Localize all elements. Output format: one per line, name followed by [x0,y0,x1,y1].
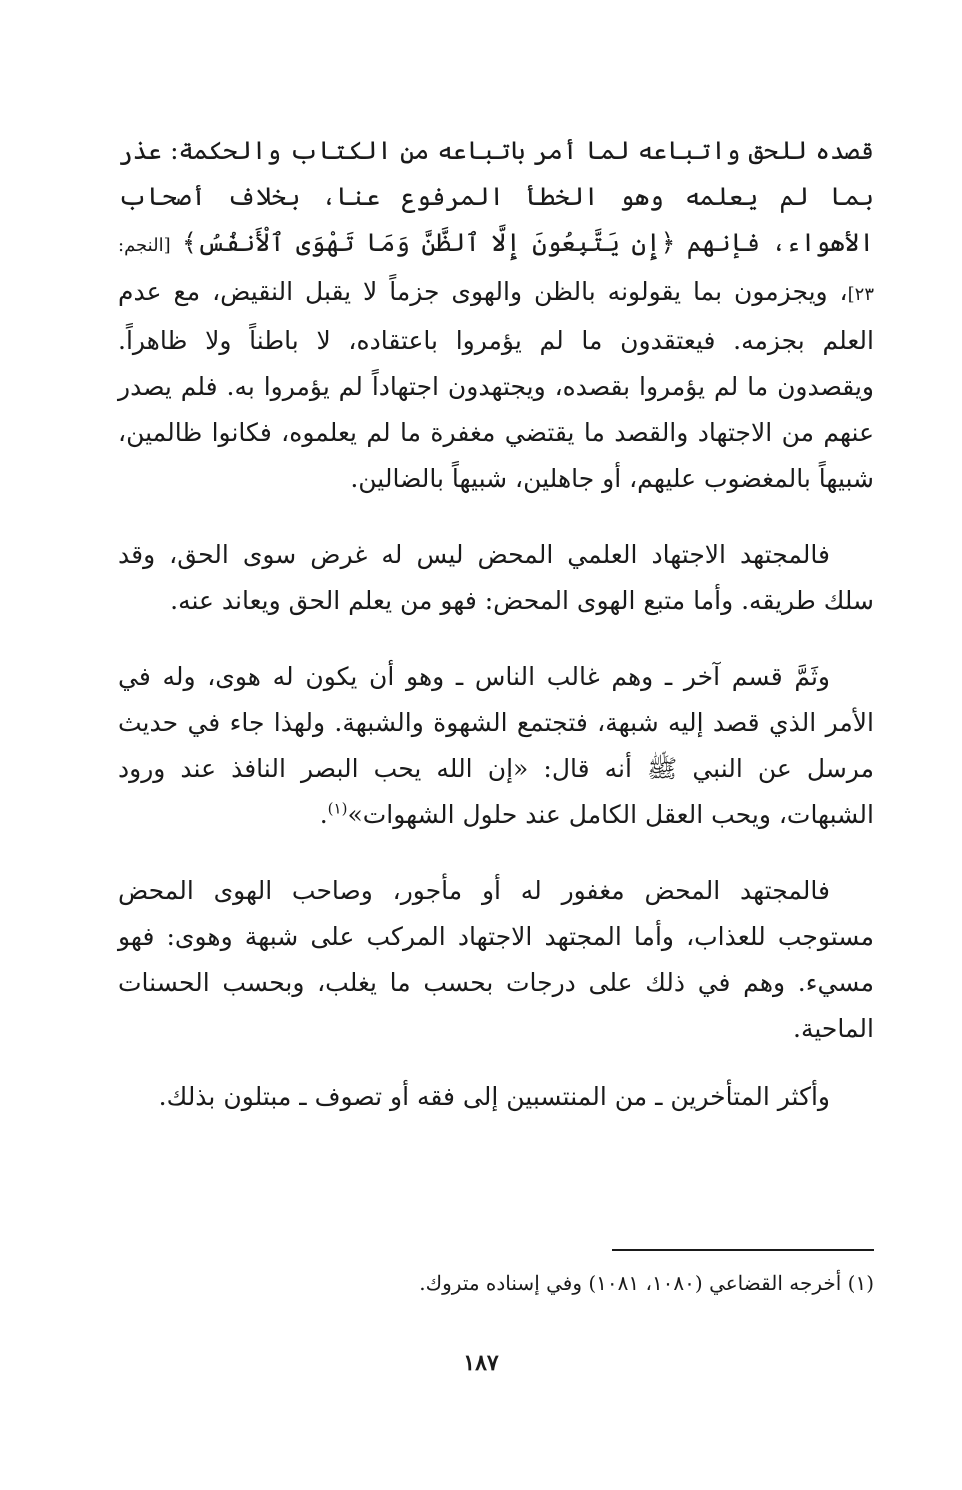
paragraph-1-text: قصده للحق واتباعه لما أمر باتباعه من الكتاب والحكمة: عذر بما لم يعلمه وهو الخطأ المرفوع عنا، بخلاف أصحاب الأهواء، فإنهم [118,136,874,257]
paragraph-1 [118,128,874,502]
footnote-divider [612,1249,874,1251]
paragraph-3-end: . [319,800,328,829]
page-number: ١٨٧ [463,1350,499,1376]
quran-citation: [النجم: ٢٣] [118,235,874,305]
page-body [118,128,874,1120]
paragraph-1-continuation: ، ويجزمون بما يقولونه بالظن والهوى جزماً لا يقبل النقيض، مع عدم العلم بجزمه. فيعتقدون ما لم يؤمروا باعتقاده، لا باطناً ولا ظاهراً. ويقصدون ما لم يؤمروا بقصده، ويجتهدون اجتهاداً لم يؤمروا به. فلم يصدر عنهم من الاجتهاد والقصد ما يقتضي مغفرة ما لم يعلموه، فكانوا ظالمين، شبيهاً بالمغضوب عليهم، أو جاهلين، شبيهاً بالضالين. [118,277,874,493]
footnote-text: (١) أخرجه القضاعي (١٠٨٠، ١٠٨١) وفي إسناده متروك. [419,1271,874,1295]
quran-verse: ﴿إِن يَتَّبِعُونَ إِلَّا ٱلظَّنَّ وَمَا تَهْوَى ٱلْأَنفُسُ﴾ [182,228,676,257]
footnote-reference[interactable]: (١) [327,799,348,818]
paragraph-4: فالمجتهد المحض مغفور له أو مأجور، وصاحب الهوى المحض مستوجب للعذاب، وأما المجتهد الاجتهاد المركب على شبهة وهوى: فهو مسيء. وهم في ذلك على درجات بحسب ما يغلب، وبحسب الحسنات الماحية. [118,876,874,1043]
paragraph-2: فالمجتهد الاجتهاد العلمي المحض ليس له غرض سوى الحق، وقد سلك طريقه. وأما متبع الهوى المحض: فهو من يعلم الحق ويعاند عنه. [118,540,874,615]
paragraph-3-text: وثَمَّ قسم آخر ـ وهم غالب الناس ـ وهو أن يكون له هوى، وله في الأمر الذي قصد إليه شبهة، فتجتمع الشهوة والشبهة. ولهذا جاء في حديث مرسل عن النبي ﷺ أنه قال: «إن الله يحب البصر النافذ عند ورود الشبهات، ويحب العقل الكامل عند حلول الشهوات» [118,662,874,829]
paragraph-3 [118,654,874,838]
paragraph-5: وأكثر المتأخرين ـ من المنتسبين إلى فقه أو تصوف ـ مبتلون بذلك. [158,1082,830,1111]
